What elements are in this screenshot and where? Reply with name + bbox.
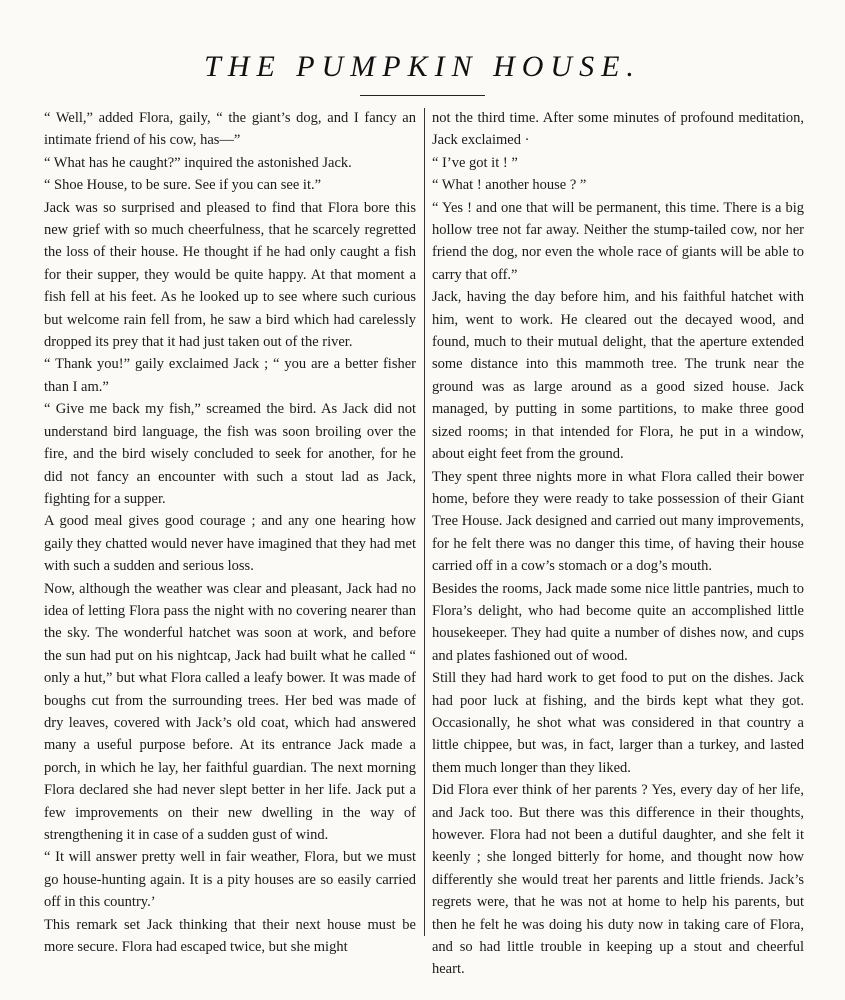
paragraph: “ Thank you!” gaily exclaimed Jack ; “ you are a better fisher than I am.” [44, 356, 416, 395]
column-divider [424, 108, 425, 936]
title-underline [360, 95, 485, 96]
paragraph: Jack, having the day before him, and his faithful hatchet with him, went to work. He cleared out the decayed wood, and found, much to their mutual delight, that the aperture extended some distance into this mammoth tree. The trunk near the ground was as large around as a good sized house. Jack managed, by putting in some partitions, to make three good sized rooms; in that intended for Flora, he put in a window, about eight feet from the ground. [432, 289, 804, 463]
paragraph: A good meal gives good courage ; and any one hearing how gaily they chatted would never have imagined that they had met with such a sudden and serious loss. [44, 513, 416, 575]
paragraph: “ Give me back my fish,” screamed the bird. As Jack did not understand bird language, the fish was soon broiling over the fire, and the bird wisely concluded to seek for another, for he did not fancy an encounter with such a stout lad as Jack, fighting for a supper. [44, 401, 416, 507]
paragraph: Besides the rooms, Jack made some nice little pantries, much to Flora’s delight, who had become quite an accomplished little housekeeper. They had quite a number of dishes now, and cups and plates fashioned out of wood. [432, 580, 804, 664]
paragraph: Still they had hard work to get food to put on the dishes. Jack had poor luck at fishing, and the birds kept what they got. Occasionally, he shot what was considered in that country a little chippee, but was, in fact, larger than a turkey, and lasted them much longer than they liked. [432, 670, 804, 776]
paragraph: “ What has he caught?” inquired the astonished Jack. [44, 154, 352, 171]
left-column [44, 107, 416, 958]
paragraph: not the third time. After some minutes of profound meditation, Jack exclaimed · [432, 110, 804, 149]
paragraph: “ It will answer pretty well in fair weather, Flora, but we must go house-hunting again. It is a pity houses are so easily carried off in this country.’ [44, 849, 416, 911]
paragraph: “ What ! another house ? ” [432, 177, 587, 194]
paragraph: This remark set Jack thinking that their next house must be more secure. Flora had escaped twice, but she might [44, 916, 416, 956]
page-title: THE PUMPKIN HOUSE. [204, 50, 641, 83]
paragraph: Did Flora ever think of her parents ? Yes, every day of her life, and Jack too. But there was this difference in their thoughts, however. Flora had not been a dutiful daughter, and she felt it keenly ; she longed bitterly for home, and thought now how differently she would treat her parents and little friends. Jack’s regrets were, that he was not at home to help his parents, but then he felt he was doing his duty now in taking care of Flora, and so had little trouble in keeping up a stout and cheerful heart. [432, 782, 804, 978]
right-column [432, 107, 804, 981]
paragraph: “ Well,” added Flora, gaily, “ the giant’s dog, and I fancy an intimate friend of his cow, has—” [44, 110, 416, 149]
paragraph: “ Yes ! and one that will be permanent, this time. There is a big hollow tree not far away. Neither the stump-tailed cow, nor her friend the dog, nor even the whole race of giants will be able to carry that off.” [432, 199, 804, 283]
paragraph: Now, although the weather was clear and pleasant, Jack had no idea of letting Flora pass the night with no covering nearer than the sky. The wonderful hatchet was soon at work, and before the sun had put on his nightcap, Jack had built what he called “ only a hut,” but what Flora called a leafy bower. It was made of boughs cut from the surrounding trees. Her bed was made of dry leaves, covered with Jack’s old coat, which had answered many a useful purpose before. At its entrance Jack made a porch, in which he lay, her faithful guardian. The next morning Flora declared she had never slept better in her life. Jack put a few improvements on their new dwelling in the way of strengthening it in case of a sudden gust of wind. [44, 580, 416, 843]
paragraph: They spent three nights more in what Flora called their bower home, before they were ready to take possession of their Giant Tree House. Jack designed and carried out many improvements, for he felt there was no danger this time, of having their house carried off in a cow’s stomach or a dog’s mouth. [432, 468, 804, 575]
paragraph: Jack was so surprised and pleased to find that Flora bore this new grief with so much cheerfulness, that he scarcely regretted the loss of their house. He thought if he had only caught a fish for their supper, they would be quite happy. At that moment a fish fell at his feet. As he looked up to see where such curious but welcome rain fell from, he saw a bird which had carelessly dropped its prey that it had just taken out of the river. [44, 199, 416, 351]
paragraph: “ I’ve got it ! ” [432, 154, 518, 171]
paragraph: “ Shoe House, to be sure. See if you can see it.” [44, 177, 322, 194]
